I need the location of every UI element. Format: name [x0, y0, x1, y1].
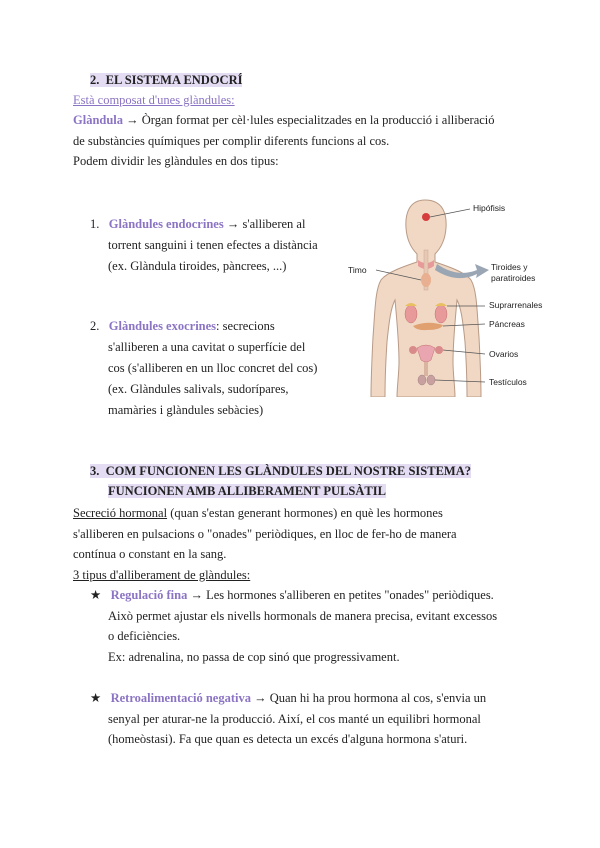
fine-regulation-line-3: o deficiències.: [108, 629, 181, 643]
label-timo: Timo: [348, 265, 367, 275]
negative-feedback-line-1: Quan hi ha prou hormona al cos, s'envia un: [269, 691, 487, 705]
section-2-heading: [90, 70, 242, 91]
release-types-title: 3 tipus d'alliberament de glàndules:: [73, 568, 251, 582]
gland-definition-term: Glàndula: [73, 113, 124, 127]
hipofisis-gland: [422, 213, 430, 221]
list-item-number: 2.: [90, 319, 100, 333]
body-illustration: [345, 192, 560, 397]
item-separator: →: [223, 217, 243, 231]
section-2-number: 2.: [90, 73, 100, 87]
endocrine-body-diagram: [345, 192, 560, 397]
gland-types-intro: Podem dividir les glàndules en dos tipus:: [73, 154, 279, 168]
endocrine-line-1: s'alliberen al: [242, 217, 306, 231]
negative-feedback-line-3: (homeòstasi). Fa que quan es detecta un excés d'alguna hormona s'aturi.: [108, 732, 468, 746]
list-item-exocrine: [90, 316, 275, 337]
bullet-separator: →: [250, 691, 270, 705]
section-3-number: 3.: [90, 464, 100, 478]
item-separator: :: [216, 319, 223, 333]
gland-definition-text-1: Òrgan format per cèl·lules especialitzades en la producció i alliberació: [141, 113, 495, 127]
label-testiculos: Testículos: [489, 377, 527, 387]
star-bullet-icon: ★: [90, 588, 102, 602]
section-3-title-1: COM FUNCIONEN LES GLÀNDULES DEL NOSTRE SISTEMA?: [105, 464, 471, 478]
ovary-left: [409, 346, 417, 354]
exocrine-line-4: (ex. Glàndules salivals, sudorípares,: [108, 382, 289, 396]
hormonal-secretion-term: Secreció hormonal: [73, 506, 168, 520]
negative-feedback-line-2: senyal per aturar-ne la producció. Així, el cos manté un equilibri hormonal: [108, 712, 481, 726]
label-ovarios: Ovarios: [489, 349, 519, 359]
fine-regulation-line-4: Ex: adrenalina, no passa de cop sinó que progressivament.: [108, 650, 400, 664]
bullet-separator: →: [187, 588, 207, 602]
section-3-title-2: FUNCIONEN AMB ALLIBERAMENT PULSÀTIL: [108, 484, 386, 498]
ovary-right: [435, 346, 443, 354]
bullet-fine-regulation: [90, 585, 494, 606]
definition-arrow: →: [123, 113, 142, 127]
endocrine-line-3: (ex. Glàndula tiroides, pàncrees, ...): [108, 259, 287, 273]
fine-regulation-line-1: Les hormones s'alliberen en petites "onades" periòdiques.: [206, 588, 494, 602]
hormonal-secretion-line-3: contínua o constant en la sang.: [73, 547, 227, 561]
section-2-intro: Està composat d'unes glàndules:: [73, 93, 235, 107]
hormonal-secretion-line-2: s'alliberen en pulsacions o "onades" periòdiques, en lloc de fer-ho de manera: [73, 527, 457, 541]
endocrine-line-2: torrent sanguini i tenen efectes a distància: [108, 238, 318, 252]
fine-regulation-line-2: Això permet ajustar els nivells hormonals de manera precisa, evitant excessos: [108, 609, 498, 623]
spermatic-cord: [424, 362, 428, 376]
negative-feedback-term: Retroalimentació negativa: [110, 691, 251, 705]
list-item-number: 1.: [90, 217, 100, 231]
testicle-left: [418, 375, 426, 385]
bullet-negative-feedback: [90, 688, 486, 709]
label-paratiroides: paratiroides: [491, 273, 536, 283]
label-suprarrenales: Suprarrenales: [489, 300, 543, 310]
exocrine-line-3: cos (s'alliberen en un lloc concret del cos): [108, 361, 318, 375]
adrenal-right: [435, 305, 447, 323]
gland-definition-line-1: [73, 110, 495, 131]
label-pancreas: Páncreas: [489, 319, 525, 329]
section-3-heading-line-1: [90, 461, 471, 482]
hormonal-secretion-line-1: [73, 503, 443, 524]
adrenal-left: [405, 305, 417, 323]
testicle-right: [427, 375, 435, 385]
exocrine-line-2: s'alliberen a una cavitat o superfície del: [108, 340, 306, 354]
gland-definition-line-2: de substàncies químiques per complir diferents funcions al cos.: [73, 134, 390, 148]
exocrine-term: Glàndules exocrines: [108, 319, 217, 333]
thymus-gland: [421, 273, 431, 287]
section-3-heading-line-2: [108, 481, 386, 502]
exocrine-line-1: secrecions: [222, 319, 275, 333]
endocrine-term: Glàndules endocrines: [108, 217, 224, 231]
label-hipofisis: Hipófisis: [473, 203, 506, 213]
list-item-endocrine: [90, 214, 305, 235]
star-bullet-icon: ★: [90, 691, 102, 705]
exocrine-line-5: mamàries i glàndules sebàcies): [108, 403, 264, 417]
fine-regulation-term: Regulació fina: [110, 588, 188, 602]
hormonal-secretion-text-1: (quan s'estan generant hormones) en què les hormones: [167, 506, 443, 520]
section-2-title: EL SISTEMA ENDOCRÍ: [105, 73, 243, 87]
label-tiroides: Tiroides y: [491, 262, 528, 272]
